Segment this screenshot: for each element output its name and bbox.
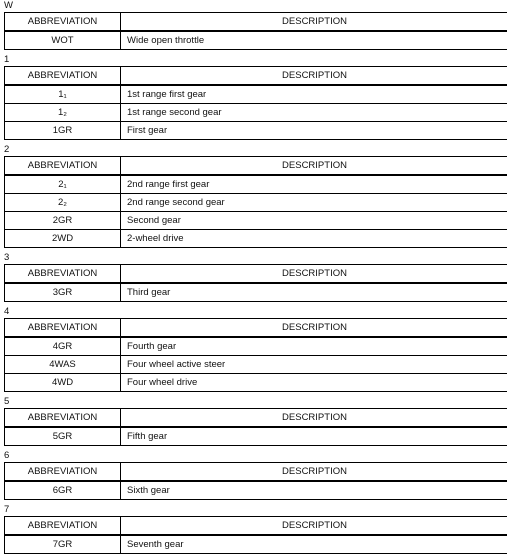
description-cell: First gear xyxy=(121,122,507,140)
description-cell: Third gear xyxy=(121,283,507,302)
abbreviation-table xyxy=(4,408,507,446)
description-cell: Four wheel drive xyxy=(121,374,507,392)
column-header-abbreviation: ABBREVIATION xyxy=(5,157,121,176)
abbreviation-table xyxy=(4,462,507,500)
abbreviation-cell: 1₁ xyxy=(5,85,121,104)
description-cell: 2nd range second gear xyxy=(121,194,507,212)
table-row xyxy=(5,481,507,500)
abbreviation-table xyxy=(4,318,507,392)
abbreviation-cell: 3GR xyxy=(5,283,121,302)
table-header-row xyxy=(5,13,507,32)
section-heading: 4 xyxy=(0,306,507,318)
abbreviation-cell: 5GR xyxy=(5,427,121,446)
table-row xyxy=(5,535,507,554)
abbreviation-table xyxy=(4,264,507,302)
column-header-description: DESCRIPTION xyxy=(121,265,507,284)
table-header-row xyxy=(5,67,507,86)
abbreviation-cell: 2₂ xyxy=(5,194,121,212)
table-header-row xyxy=(5,157,507,176)
table-row xyxy=(5,31,507,50)
description-cell: Wide open throttle xyxy=(121,31,507,50)
abbreviation-table xyxy=(4,516,507,554)
abbreviation-cell: 1GR xyxy=(5,122,121,140)
description-cell: 1st range second gear xyxy=(121,104,507,122)
abbreviation-cell: 4WAS xyxy=(5,356,121,374)
table-row xyxy=(5,194,507,212)
column-header-description: DESCRIPTION xyxy=(121,517,507,536)
section-heading: W xyxy=(0,0,507,12)
abbreviation-table xyxy=(4,12,507,50)
abbreviation-cell: 2WD xyxy=(5,230,121,248)
abbreviation-table xyxy=(4,156,507,248)
section-heading: 6 xyxy=(0,450,507,462)
section-heading: 7 xyxy=(0,504,507,516)
table-row xyxy=(5,230,507,248)
table-row xyxy=(5,283,507,302)
column-header-description: DESCRIPTION xyxy=(121,157,507,176)
column-header-abbreviation: ABBREVIATION xyxy=(5,265,121,284)
description-cell: Fifth gear xyxy=(121,427,507,446)
table-row xyxy=(5,374,507,392)
section-heading: 3 xyxy=(0,252,507,264)
description-cell: 1st range first gear xyxy=(121,85,507,104)
table-header-row xyxy=(5,265,507,284)
column-header-description: DESCRIPTION xyxy=(121,319,507,338)
table-row xyxy=(5,356,507,374)
column-header-abbreviation: ABBREVIATION xyxy=(5,67,121,86)
abbreviation-cell: 2₁ xyxy=(5,175,121,194)
column-header-description: DESCRIPTION xyxy=(121,409,507,428)
column-header-abbreviation: ABBREVIATION xyxy=(5,517,121,536)
abbreviation-cell: 7GR xyxy=(5,535,121,554)
description-cell: Sixth gear xyxy=(121,481,507,500)
abbreviation-cell: WOT xyxy=(5,31,121,50)
abbreviation-cell: 4GR xyxy=(5,337,121,356)
column-header-description: DESCRIPTION xyxy=(121,13,507,32)
table-row xyxy=(5,104,507,122)
table-row xyxy=(5,122,507,140)
table-row xyxy=(5,85,507,104)
description-cell: Fourth gear xyxy=(121,337,507,356)
table-header-row xyxy=(5,517,507,536)
table-header-row xyxy=(5,463,507,482)
abbreviation-table xyxy=(4,66,507,140)
description-cell: Seventh gear xyxy=(121,535,507,554)
column-header-abbreviation: ABBREVIATION xyxy=(5,463,121,482)
table-header-row xyxy=(5,319,507,338)
table-row xyxy=(5,212,507,230)
table-row xyxy=(5,175,507,194)
description-cell: Second gear xyxy=(121,212,507,230)
column-header-abbreviation: ABBREVIATION xyxy=(5,319,121,338)
column-header-description: DESCRIPTION xyxy=(121,463,507,482)
table-header-row xyxy=(5,409,507,428)
section-heading: 2 xyxy=(0,144,507,156)
column-header-abbreviation: ABBREVIATION xyxy=(5,13,121,32)
column-header-abbreviation: ABBREVIATION xyxy=(5,409,121,428)
description-cell: 2-wheel drive xyxy=(121,230,507,248)
abbreviation-cell: 4WD xyxy=(5,374,121,392)
table-row xyxy=(5,427,507,446)
description-cell: 2nd range first gear xyxy=(121,175,507,194)
section-heading: 1 xyxy=(0,54,507,66)
abbreviation-cell: 6GR xyxy=(5,481,121,500)
table-row xyxy=(5,337,507,356)
description-cell: Four wheel active steer xyxy=(121,356,507,374)
section-heading: 5 xyxy=(0,396,507,408)
abbreviation-cell: 1₂ xyxy=(5,104,121,122)
column-header-description: DESCRIPTION xyxy=(121,67,507,86)
abbreviation-cell: 2GR xyxy=(5,212,121,230)
